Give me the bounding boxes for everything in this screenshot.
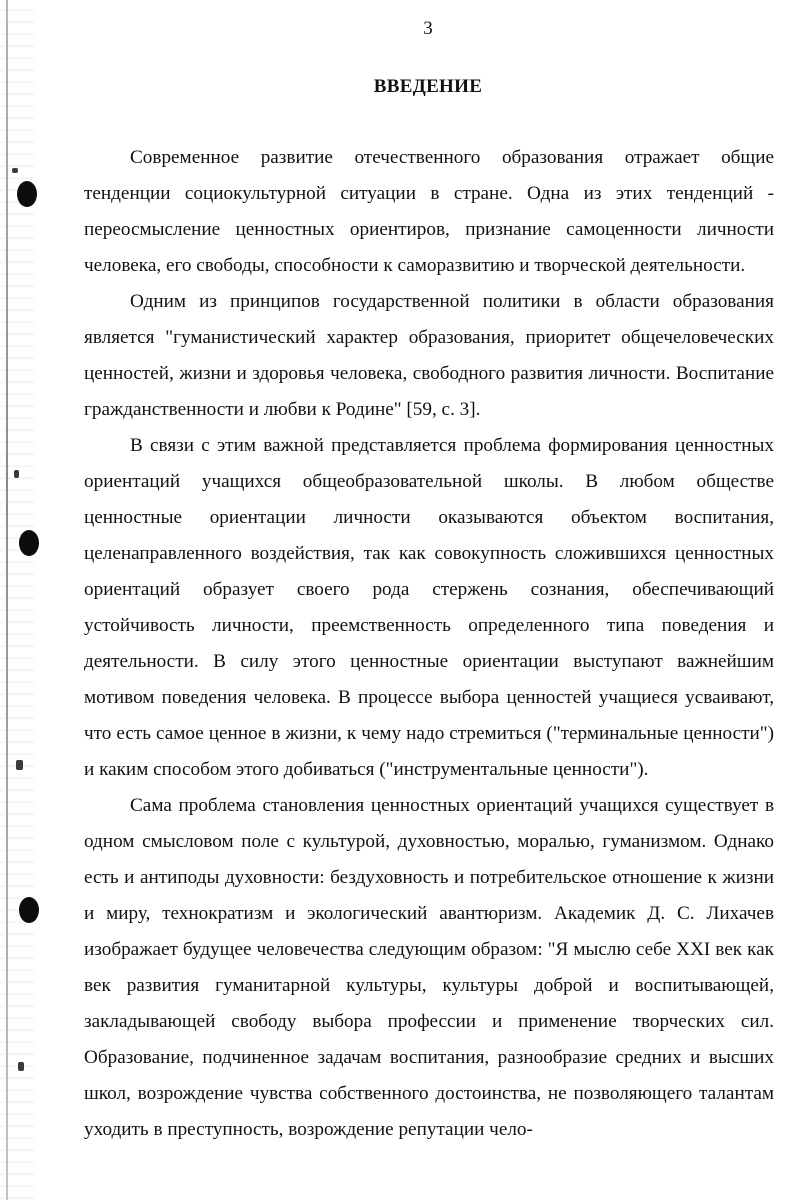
scan-speck [12, 168, 18, 173]
scan-speck [14, 470, 19, 478]
section-heading: ВВЕДЕНИЕ [373, 76, 483, 97]
body-text [84, 140, 774, 1148]
punch-hole-mark [17, 181, 37, 207]
binding-edge-line [6, 0, 8, 1200]
paragraph: Одним из принципов государственной политики в области образования является "гуманистический характер образования, приоритет общечеловеческих ценностей, жизни и здоровья человека, свободного развития личности. Воспитание гражданственности и любви к Родине" [59, с. 3]. [84, 291, 774, 420]
scan-speck [18, 1062, 24, 1071]
punch-hole-mark [19, 530, 39, 556]
punch-hole-mark [19, 897, 39, 923]
page-number: 3 [423, 18, 433, 39]
paragraph: В связи с этим важной представляется проблема формирования ценностных ориентаций учащихся общеобразовательной школы. В любом обществе ценностные ориентации личности оказываются объектом воспитания, целенаправленного воздействия, так как совокупность сложившихся ценностных ориентаций образует своего рода стержень сознания, обеспечивающий устойчивость личности, преемственность определенного типа поведения и деятельности. В силу этого ценностные ориентации выступают важнейшим мотивом поведения человека. В процессе выбора ценностей учащиеся усваивают, что есть самое ценное в жизни, к чему надо стремиться ("терминальные ценности") и каким способом этого добиваться ("инструментальные ценности"). [84, 435, 774, 780]
paragraph: Сама проблема становления ценностных ориентаций учащихся существует в одном смысловом поле с культурой, духовностью, моралью, гуманизмом. Однако есть и антиподы духовности: бездуховность и потребительское отношение к жизни и миру, технократизм и экологический авантюризм. Академик Д. С. Лихачев изображает будущее человечества следующим образом: "Я мыслю себе XXI век как век развития гуманитарной культуры, культуры доброй и воспитывающей, закладывающей свободу выбора профессии и применение творческих сил. Образование, подчиненное задачам воспитания, разнообразие средних и высших школ, возрождение чувства собственного достоинства, не позволяющего талантам уходить в преступность, возрождение репутации чело- [84, 795, 774, 1140]
scan-speck [16, 760, 23, 770]
paragraph: Современное развитие отечественного образования отражает общие тенденции социокультурной ситуации в стране. Одна из этих тенденций - переосмысление ценностных ориентиров, признание самоценности личности человека, его свободы, способности к саморазвитию и творческой деятельности. [84, 147, 774, 276]
